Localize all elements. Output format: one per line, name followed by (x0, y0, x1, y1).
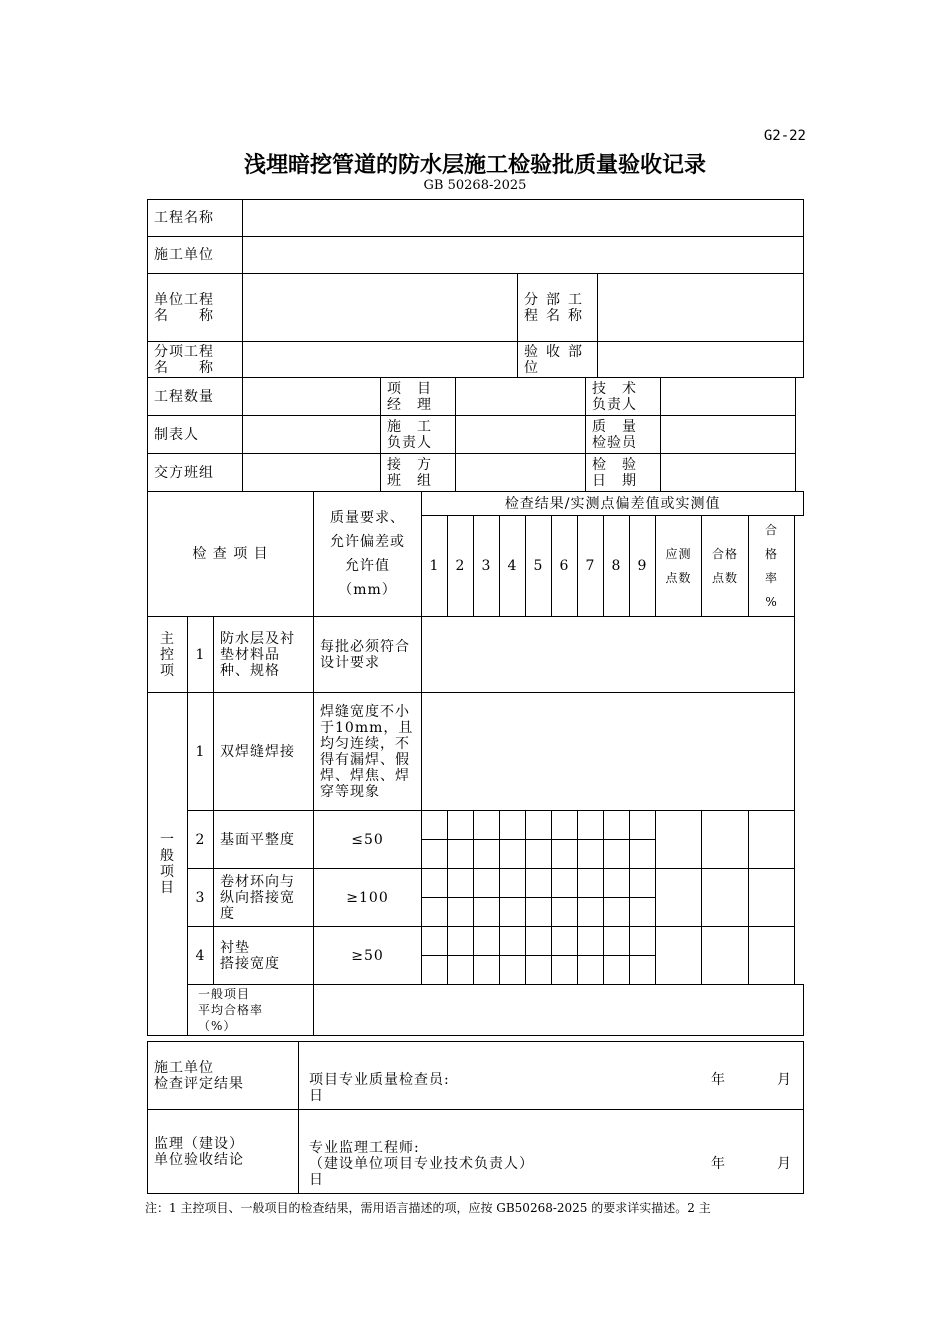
header-measured-points: 应测 点数 (656, 516, 702, 617)
measured-count-cell[interactable] (656, 811, 702, 869)
header-check-item: 检 查 项 目 (148, 492, 314, 617)
general-item-result[interactable] (422, 693, 795, 811)
signature-table (147, 1041, 804, 1194)
general-avg-rate-value[interactable] (314, 985, 804, 1036)
main-control-requirement: 每批必须符合设计要求 (314, 617, 422, 693)
value-quantity[interactable] (243, 378, 381, 416)
measure-cell[interactable] (630, 869, 656, 898)
measure-cell[interactable] (578, 927, 604, 956)
header-quality-requirement: 质量要求、 允许偏差或 允许值 （mm） (314, 492, 422, 617)
value-construction-unit[interactable] (243, 237, 804, 274)
pass-rate-cell[interactable] (749, 927, 795, 985)
doc-code: G2-22 (763, 128, 806, 144)
measure-cell[interactable] (422, 811, 448, 840)
value-receiving-team[interactable] (456, 454, 586, 492)
header-pass-rate: 合 格 率 % (749, 516, 795, 617)
general-item-requirement: ≥100 (314, 869, 422, 927)
measure-cell[interactable] (422, 956, 448, 985)
measure-cell[interactable] (500, 811, 526, 840)
header-point-8: 8 (604, 516, 630, 617)
measure-cell[interactable] (604, 811, 630, 840)
value-unit-project[interactable] (243, 274, 518, 342)
label-unit-project: 单位工程 名 称 (148, 274, 243, 342)
value-inspection-date[interactable] (661, 454, 796, 492)
value-handover-team[interactable] (243, 454, 381, 492)
measure-cell[interactable] (526, 869, 552, 898)
measure-cell[interactable] (552, 840, 578, 869)
qualified-count-cell[interactable] (702, 811, 749, 869)
measure-cell[interactable] (552, 811, 578, 840)
measure-cell[interactable] (526, 956, 552, 985)
header-point-5: 5 (526, 516, 552, 617)
label-construction-unit: 施工单位 (148, 237, 243, 274)
value-preparer[interactable] (243, 416, 381, 454)
measure-cell[interactable] (422, 869, 448, 898)
measure-cell[interactable] (474, 811, 500, 840)
main-control-label: 主 控 项 (148, 617, 188, 693)
personnel-table (147, 377, 796, 492)
measure-cell[interactable] (474, 840, 500, 869)
label-division-project: 分部工程名称 (518, 274, 598, 342)
measure-cell[interactable] (604, 927, 630, 956)
measure-cell[interactable] (422, 840, 448, 869)
general-item-name: 衬垫 搭接宽度 (214, 927, 314, 985)
general-item-requirement: ≥50 (314, 927, 422, 985)
general-item-no: 4 (188, 927, 214, 985)
header-point-2: 2 (448, 516, 474, 617)
measure-cell[interactable] (578, 898, 604, 927)
qualified-count-cell[interactable] (702, 927, 749, 985)
general-item-no: 3 (188, 869, 214, 927)
measure-cell[interactable] (630, 898, 656, 927)
general-item-name: 双焊缝焊接 (214, 693, 314, 811)
general-item-no: 1 (188, 693, 214, 811)
value-construction-lead[interactable] (456, 416, 586, 454)
measure-cell[interactable] (422, 898, 448, 927)
measure-cell[interactable] (474, 869, 500, 898)
label-acceptance-part: 验收部位 (518, 342, 598, 378)
measure-cell[interactable] (578, 811, 604, 840)
footnote: 注：1 主控项目、一般项目的检查结果，需用语言描述的项，应按 GB50268-2025 的要求详实描述。2 主 (145, 1201, 711, 1215)
measure-cell[interactable] (474, 927, 500, 956)
measured-count-cell[interactable] (656, 927, 702, 985)
label-sub-item: 分项工程 名 称 (148, 342, 243, 378)
header-qualified-points: 合格 点数 (702, 516, 749, 617)
measure-cell[interactable] (578, 956, 604, 985)
owner-lead-label: （建设单位项目专业技术负责人） (309, 1156, 534, 1172)
supervision-month: 月 (777, 1156, 792, 1172)
general-item-name: 卷材环向与纵向搭接宽度 (214, 869, 314, 927)
measure-cell[interactable] (500, 840, 526, 869)
label-construction-lead: 施 工 负责人 (381, 416, 456, 454)
measure-cell[interactable] (526, 840, 552, 869)
measure-cell[interactable] (500, 927, 526, 956)
header-results: 检查结果/实测点偏差值或实测值 (422, 492, 804, 516)
general-item-name: 基面平整度 (214, 811, 314, 869)
main-control-item: 防水层及衬垫材料品种、规格 (214, 617, 314, 693)
label-project-name: 工程名称 (148, 200, 243, 237)
pass-rate-cell[interactable] (749, 811, 795, 869)
construction-inspector-label: 项目专业质量检查员: (309, 1072, 450, 1088)
measure-cell[interactable] (448, 869, 474, 898)
label-project-manager: 项 目 经 理 (381, 378, 456, 416)
general-item-no: 2 (188, 811, 214, 869)
label-tech-lead: 技 术 负责人 (586, 378, 661, 416)
label-quantity: 工程数量 (148, 378, 243, 416)
construction-year: 年 (711, 1072, 726, 1088)
pass-rate-cell[interactable] (749, 869, 795, 927)
construction-month: 月 (777, 1072, 792, 1088)
measure-cell[interactable] (630, 811, 656, 840)
general-avg-rate-label: 一般项目 平均合格率 （%） (188, 985, 314, 1036)
main-control-result[interactable] (422, 617, 795, 693)
supervision-day: 日 (309, 1172, 324, 1188)
measure-cell[interactable] (526, 811, 552, 840)
measure-cell[interactable] (630, 927, 656, 956)
label-preparer: 制表人 (148, 416, 243, 454)
measure-cell[interactable] (422, 927, 448, 956)
label-inspection-date: 检 验 日 期 (586, 454, 661, 492)
doc-standard: GB 50268-2025 (423, 178, 527, 193)
header-table (147, 199, 804, 378)
header-point-3: 3 (474, 516, 500, 617)
value-project-name[interactable] (243, 200, 804, 237)
label-quality-inspector: 质 量 检验员 (586, 416, 661, 454)
value-sub-item[interactable] (243, 342, 518, 378)
measure-cell[interactable] (448, 898, 474, 927)
measure-cell[interactable] (630, 956, 656, 985)
measure-cell[interactable] (578, 840, 604, 869)
measure-cell[interactable] (552, 927, 578, 956)
measure-cell[interactable] (474, 898, 500, 927)
header-point-6: 6 (552, 516, 578, 617)
qualified-count-cell[interactable] (702, 869, 749, 927)
value-division-project[interactable] (598, 274, 804, 342)
value-quality-inspector[interactable] (661, 416, 796, 454)
value-project-manager[interactable] (456, 378, 586, 416)
measure-cell[interactable] (630, 840, 656, 869)
measure-cell[interactable] (604, 869, 630, 898)
measure-cell[interactable] (604, 898, 630, 927)
measure-cell[interactable] (552, 956, 578, 985)
header-point-1: 1 (422, 516, 448, 617)
label-receiving-team: 接 方 班 组 (381, 454, 456, 492)
measure-cell[interactable] (448, 840, 474, 869)
measure-cell[interactable] (552, 869, 578, 898)
measure-cell[interactable] (474, 956, 500, 985)
header-point-4: 4 (500, 516, 526, 617)
inspection-grid (147, 491, 804, 1036)
measure-cell[interactable] (526, 927, 552, 956)
measure-cell[interactable] (604, 840, 630, 869)
measure-cell[interactable] (448, 927, 474, 956)
header-point-9: 9 (630, 516, 656, 617)
general-label: 一 般 项 目 (148, 693, 188, 1036)
supervision-year: 年 (711, 1156, 726, 1172)
supervision-label: 监理（建设） 单位验收结论 (148, 1110, 299, 1194)
measure-cell[interactable] (552, 898, 578, 927)
measure-cell[interactable] (500, 869, 526, 898)
measure-cell[interactable] (604, 956, 630, 985)
doc-title: 浅埋暗挖管道的防水层施工检验批质量验收记录 (243, 153, 706, 178)
general-item-requirement: ≤50 (314, 811, 422, 869)
supervision-engineer-label: 专业监理工程师: (309, 1140, 420, 1156)
value-acceptance-part[interactable] (598, 342, 804, 378)
measure-cell[interactable] (578, 869, 604, 898)
value-tech-lead[interactable] (661, 378, 796, 416)
measure-cell[interactable] (500, 956, 526, 985)
measure-cell[interactable] (500, 898, 526, 927)
measured-count-cell[interactable] (656, 869, 702, 927)
measure-cell[interactable] (448, 811, 474, 840)
measure-cell[interactable] (526, 898, 552, 927)
construction-result-label: 施工单位 检查评定结果 (148, 1042, 299, 1110)
measure-cell[interactable] (448, 956, 474, 985)
main-control-no: 1 (188, 617, 214, 693)
label-handover-team: 交方班组 (148, 454, 243, 492)
header-point-7: 7 (578, 516, 604, 617)
construction-day: 日 (309, 1088, 324, 1104)
general-item-requirement: 焊缝宽度不小于10mm，且均匀连续，不得有漏焊、假焊、焊焦、焊穿等现象 (314, 693, 422, 811)
